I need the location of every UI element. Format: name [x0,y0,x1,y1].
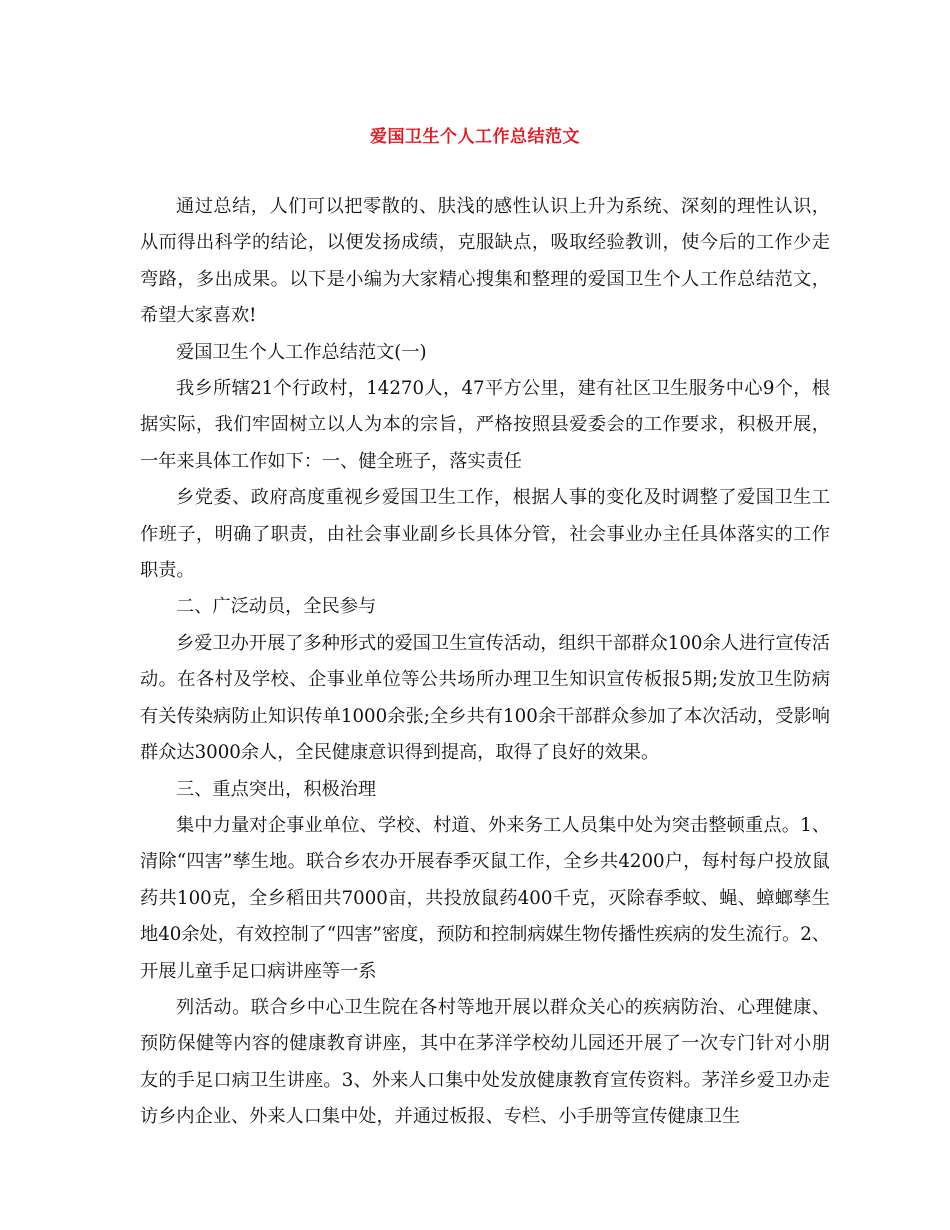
paragraph-activities: 列活动。联合乡中心卫生院在各村等地开展以群众关心的疾病防治、心理健康、预防保健等内容的健康教育讲座，其中在茅洋学校幼儿园还开展了一次专门针对小朋友的手足口病卫生讲座。3、外来人口集中处发放健康教育宣传资料。茅洋乡爱卫办走访乡内企业、外来人口集中处，并通过板报、专栏、小手册等宣传健康卫生 [140,996,830,1128]
paragraph-subtitle: 爱国卫生个人工作总结范文(一) [176,341,427,363]
document-title: 爱国卫生个人工作总结范文 [370,127,580,147]
paragraph-heading-focus: 三、重点突出，积极治理 [176,778,377,800]
paragraph-publicity: 乡爱卫办开展了多种形式的爱国卫生宣传活动，组织干部群众100余人进行宣传活动。在各村及学校、企事业单位等公共场所办理卫生知识宣传板报5期;发放卫生防病有关传染病防止知识传单1000余张;全乡共有100余干部群众参加了本次活动，受影响群众达3000余人，全民健康意识得到提高，取得了良好的效果。 [140,632,830,764]
paragraph-leadership: 乡党委、政府高度重视乡爱国卫生工作，根据人事的变化及时调整了爱国卫生工作班子，明确了职责，由社会事业副乡长具体分管，社会事业办主任具体落实的工作职责。 [140,487,830,582]
paragraph-pest-control: 集中力量对企事业单位、学校、村道、外来务工人员集中处为突击整顿重点。1、清除“四害”孳生地。联合乡农办开展春季灭鼠工作，全乡共4200户，每村每户投放鼠药共100克，全乡稻田共7000亩，共投放鼠药400千克，灭除春季蚊、蝇、蟑螂孳生地40余处，有效控制了“四害”密度，预防和控制病媒生物传播性疾病的发生流行。2、开展儿童手足口病讲座等一系 [140,814,830,982]
document-body [140,189,830,1136]
paragraph-overview: 我乡所辖21个行政村，14270人，47平方公里，建有社区卫生服务中心9个，根据实际，我们牢固树立以人为本的宗旨，严格按照县爱委会的工作要求，积极开展，一年来具体工作如下：一、健全班子，落实责任 [140,378,830,472]
paragraph-intro: 通过总结，人们可以把零散的、肤浅的感性认识上升为系统、深刻的理性认识，从而得出科学的结论，以便发扬成绩，克服缺点，吸取经验教训，使今后的工作少走弯路，多出成果。以下是小编为大家精心搜集和整理的爱国卫生个人工作总结范文，希望大家喜欢! [140,196,830,327]
paragraph-heading-mobilize: 二、广泛动员，全民参与 [176,596,377,618]
